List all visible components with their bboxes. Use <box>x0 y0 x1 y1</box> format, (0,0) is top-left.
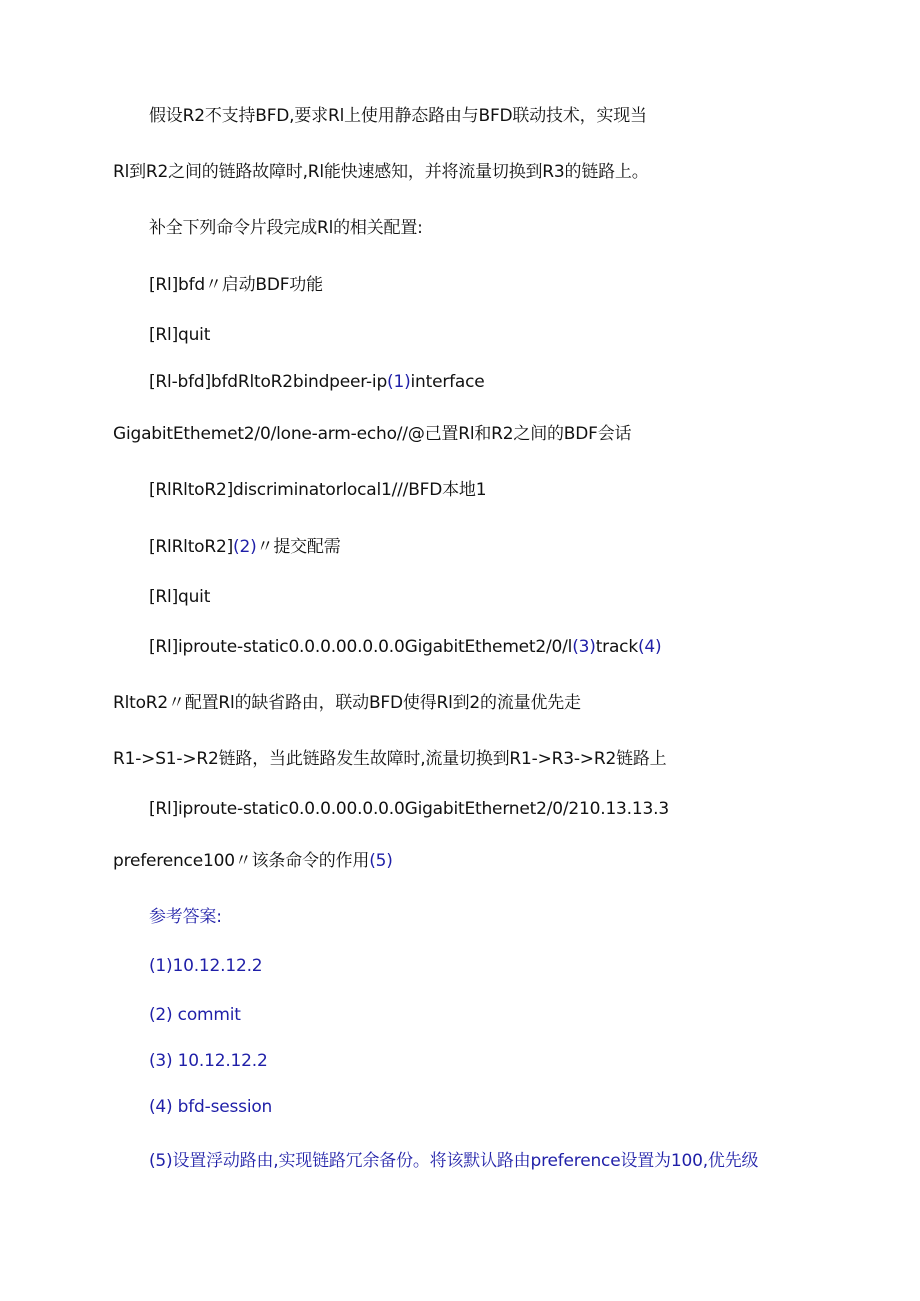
command-static-route-cont-2: R1->S1->R2链路，当此链路发生故障时,流量切换到R1->R3->R2链路上 <box>113 749 667 769</box>
answer-1: (1)10.12.12.2 <box>149 956 263 976</box>
intro-line-1: 假设R2不支持BFD,要求Rl上使用静态路由与BFD联动技术，实现当 <box>149 106 647 126</box>
command-quit-2: [Rl]quit <box>149 587 211 607</box>
command-bfd-session <box>149 371 485 393</box>
command-text: interface <box>410 372 485 392</box>
blank-4: (4) <box>637 637 662 657</box>
command-text: preference100〃该条命令的作用 <box>113 851 370 871</box>
command-bfd-session-cont: GigabitEthemet2/0/lone-arm-echo//@己置Rl和R2之间的BDF会话 <box>113 424 632 444</box>
config-prompt: 补全下列命令片段完成Rl的相关配置: <box>149 218 423 238</box>
command-static-route-cont-1: RltoR2〃配置Rl的缺省路由，联动BFD使得Rl到2的流量优先走 <box>113 693 581 713</box>
blank-3: (3) <box>572 637 596 657</box>
answer-2: (2) commit <box>149 1005 241 1025</box>
blank-5: (5) <box>369 851 393 871</box>
answer-heading: 参考答案: <box>149 907 222 927</box>
blank-1: (1) <box>387 372 411 392</box>
blank-2: (2) <box>233 537 257 557</box>
command-text: [Rl-bfd]bfdRltoR2bindpeer-ip <box>149 372 388 392</box>
command-text: 〃提交配需 <box>256 537 341 557</box>
command-floating-route-cont <box>113 850 393 872</box>
command-floating-route: [Rl]iproute-static0.0.0.00.0.0.0GigabitEthernet2/0/210.13.13.3 <box>149 799 669 819</box>
command-text: [RlRltoR2] <box>149 537 234 557</box>
answer-4: (4) bfd-session <box>149 1097 273 1117</box>
command-text: track <box>595 637 638 657</box>
command-quit-1: [Rl]quit <box>149 325 211 345</box>
command-commit <box>149 536 341 558</box>
command-text: [Rl]iproute-static0.0.0.00.0.0.0GigabitEthemet2/0/l <box>149 637 573 657</box>
answer-3: (3) 10.12.12.2 <box>149 1051 268 1071</box>
command-discriminator: [RlRltoR2]discriminatorlocal1///BFD本地1 <box>149 480 487 500</box>
intro-line-2: Rl到R2之间的链路故障时,Rl能快速感知，并将流量切换到R3的链路上。 <box>113 162 649 182</box>
command-bfd-enable: [Rl]bfd〃启动BDF功能 <box>149 275 323 295</box>
command-static-route <box>149 636 661 658</box>
answer-5: (5)设置浮动路由,实现链路冗余备份。将该默认路由preference设置为100,优先级 <box>149 1151 759 1171</box>
